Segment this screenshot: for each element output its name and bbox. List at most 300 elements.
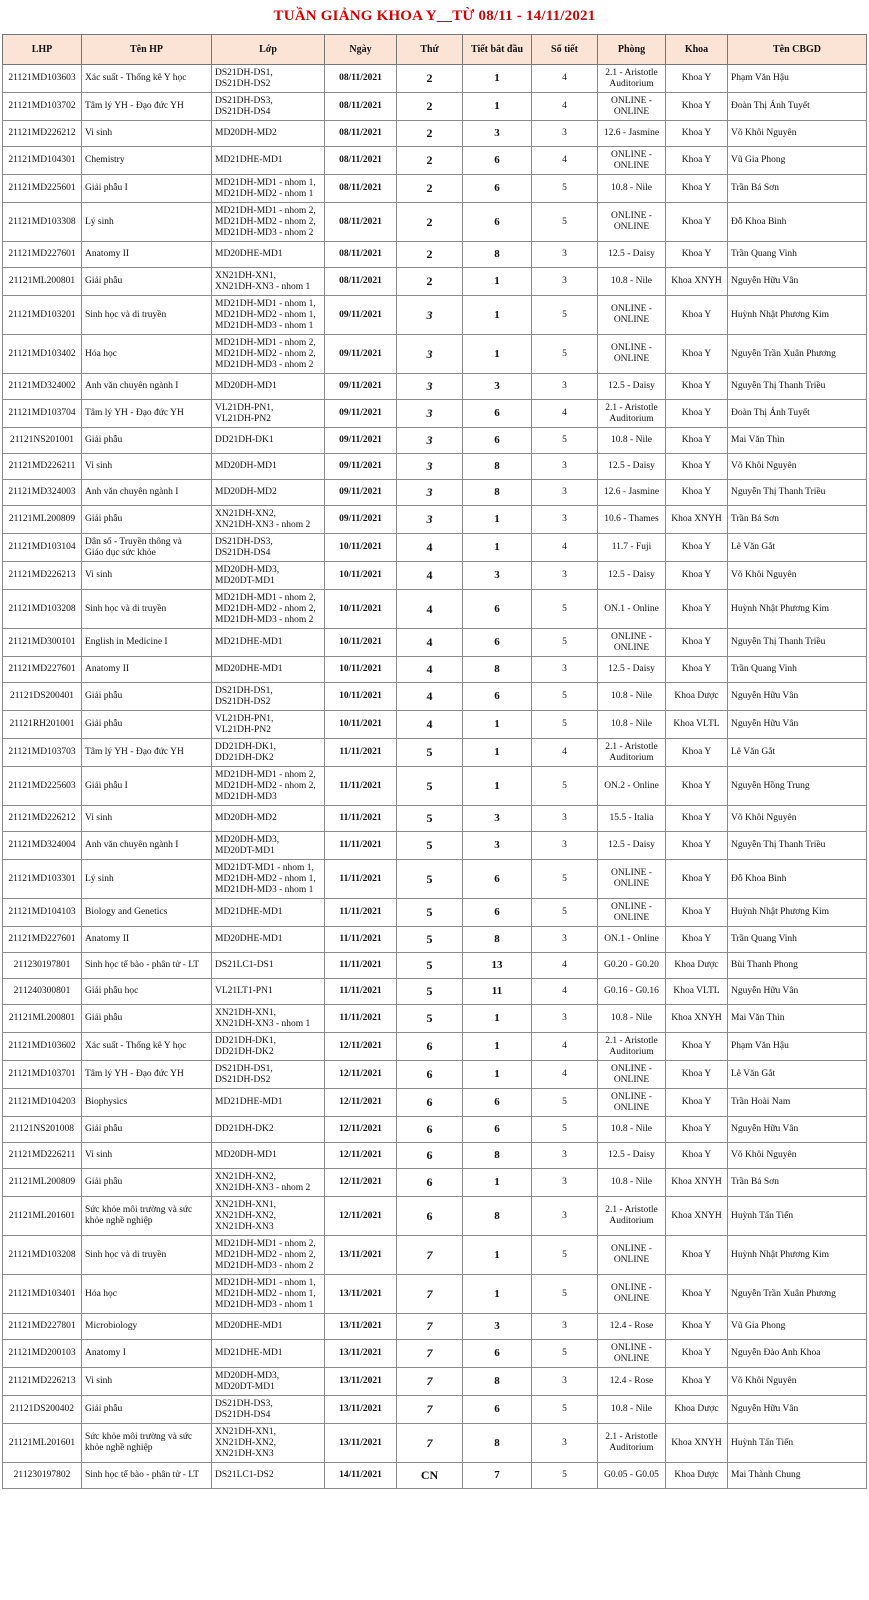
cell-phong: 12.6 - Jasmine [598, 121, 666, 147]
cell-khoa: Khoa Y [666, 175, 728, 203]
cell-lop: XN21DH-XN1, XN21DH-XN3 - nhom 1 [212, 1005, 325, 1033]
cell-so-tiet: 5 [532, 1463, 598, 1489]
cell-tiet-bat-dau: 1 [463, 1061, 532, 1089]
cell-ten-hp: Anatomy II [82, 927, 212, 953]
cell-ngay: 13/11/2021 [325, 1236, 397, 1275]
cell-lop: MD21DH-MD1 - nhom 2, MD21DH-MD2 - nhom 2, MD21DH-MD3 - nhom 2 [212, 590, 325, 629]
cell-so-tiet: 3 [532, 832, 598, 860]
cell-tiet-bat-dau: 13 [463, 953, 532, 979]
cell-ten-hp: Giải phẫu [82, 1396, 212, 1424]
cell-tiet-bat-dau: 6 [463, 1089, 532, 1117]
cell-lhp: 21121MD324004 [3, 832, 82, 860]
cell-ten-hp: Giải phẫu [82, 268, 212, 296]
table-row [3, 953, 867, 979]
cell-khoa: Khoa Y [666, 657, 728, 683]
cell-thu: 2 [397, 268, 463, 296]
cell-ten-hp: Giải phẫu [82, 506, 212, 534]
cell-phong: 12.4 - Rose [598, 1368, 666, 1396]
cell-ten-cbgd: Nguyễn Đào Anh Khoa [728, 1340, 867, 1368]
cell-ngay: 11/11/2021 [325, 860, 397, 899]
table-row [3, 534, 867, 562]
cell-lop: VL21DH-PN1, VL21DH-PN2 [212, 400, 325, 428]
col-header-phong: Phòng [598, 35, 666, 65]
cell-ten-hp: Vi sinh [82, 1368, 212, 1396]
cell-so-tiet: 5 [532, 1396, 598, 1424]
cell-ngay: 09/11/2021 [325, 480, 397, 506]
cell-thu: 6 [397, 1061, 463, 1089]
cell-ten-hp: Sức khỏe môi trường và sức khỏe nghề nghiệp [82, 1197, 212, 1236]
col-header-tiet-bat-dau: Tiết bắt đầu [463, 35, 532, 65]
cell-ten-hp: Giải phẫu [82, 1005, 212, 1033]
cell-thu: 7 [397, 1236, 463, 1275]
table-row [3, 65, 867, 93]
cell-thu: 5 [397, 832, 463, 860]
cell-lop: MD21DH-MD1 - nhom 1, MD21DH-MD2 - nhom 1, MD21DH-MD3 - nhom 1 [212, 1275, 325, 1314]
cell-lop: MD20DH-MD2 [212, 806, 325, 832]
cell-so-tiet: 5 [532, 1089, 598, 1117]
cell-tiet-bat-dau: 1 [463, 93, 532, 121]
cell-tiet-bat-dau: 6 [463, 590, 532, 629]
cell-so-tiet: 4 [532, 953, 598, 979]
cell-so-tiet: 5 [532, 767, 598, 806]
cell-thu: 5 [397, 899, 463, 927]
cell-ngay: 13/11/2021 [325, 1275, 397, 1314]
cell-phong: 10.8 - Nile [598, 1396, 666, 1424]
cell-ten-hp: Vi sinh [82, 454, 212, 480]
cell-thu: 3 [397, 428, 463, 454]
cell-phong: G0.16 - G0.16 [598, 979, 666, 1005]
cell-tiet-bat-dau: 6 [463, 629, 532, 657]
cell-lop: MD20DH-MD2 [212, 480, 325, 506]
table-row [3, 374, 867, 400]
cell-khoa: Khoa VLTL [666, 979, 728, 1005]
table-row [3, 1117, 867, 1143]
cell-thu: 6 [397, 1169, 463, 1197]
cell-tiet-bat-dau: 6 [463, 860, 532, 899]
cell-so-tiet: 4 [532, 400, 598, 428]
cell-phong: ONLINE - ONLINE [598, 1275, 666, 1314]
cell-so-tiet: 3 [532, 506, 598, 534]
cell-ten-cbgd: Mai Văn Thìn [728, 428, 867, 454]
cell-ten-hp: Vi sinh [82, 1143, 212, 1169]
table-row [3, 480, 867, 506]
cell-ngay: 08/11/2021 [325, 268, 397, 296]
cell-lop: XN21DH-XN2, XN21DH-XN3 - nhom 2 [212, 506, 325, 534]
cell-lhp: 21121MD103104 [3, 534, 82, 562]
cell-thu: 4 [397, 562, 463, 590]
cell-tiet-bat-dau: 3 [463, 1314, 532, 1340]
cell-ten-hp: Tâm lý YH - Đạo đức YH [82, 400, 212, 428]
cell-lop: MD20DHE-MD1 [212, 1314, 325, 1340]
cell-lhp: 21121MD103308 [3, 203, 82, 242]
cell-ngay: 09/11/2021 [325, 506, 397, 534]
cell-lhp: 21121MD103402 [3, 335, 82, 374]
cell-so-tiet: 5 [532, 590, 598, 629]
cell-lhp: 211240300801 [3, 979, 82, 1005]
cell-khoa: Khoa Y [666, 121, 728, 147]
cell-ten-cbgd: Nguyễn Hữu Vân [728, 1117, 867, 1143]
table-row [3, 1197, 867, 1236]
cell-lop: VL21DH-PN1, VL21DH-PN2 [212, 711, 325, 739]
cell-lhp: 21121MD103301 [3, 860, 82, 899]
cell-ten-hp: Giải phẫu [82, 683, 212, 711]
cell-khoa: Khoa Y [666, 1236, 728, 1275]
cell-tiet-bat-dau: 6 [463, 147, 532, 175]
cell-khoa: Khoa Y [666, 454, 728, 480]
cell-ngay: 12/11/2021 [325, 1169, 397, 1197]
cell-lop: DD21DH-DK1, DD21DH-DK2 [212, 1033, 325, 1061]
cell-phong: ONLINE - ONLINE [598, 1089, 666, 1117]
cell-ten-hp: Sinh học và di truyền [82, 296, 212, 335]
cell-lop: DS21DH-DS1, DS21DH-DS2 [212, 683, 325, 711]
cell-phong: 2.1 - Aristotle Auditorium [598, 739, 666, 767]
cell-lhp: 21121MD225601 [3, 175, 82, 203]
cell-lop: MD21DHE-MD1 [212, 899, 325, 927]
cell-ten-hp: Giải phẫu I [82, 767, 212, 806]
cell-lhp: 21121ML201601 [3, 1424, 82, 1463]
cell-lhp: 21121MD103603 [3, 65, 82, 93]
cell-khoa: Khoa Y [666, 296, 728, 335]
cell-so-tiet: 5 [532, 335, 598, 374]
cell-ten-cbgd: Nguyễn Thị Thanh Triều [728, 832, 867, 860]
cell-ten-cbgd: Lê Văn Gắt [728, 739, 867, 767]
header-row [3, 35, 867, 65]
table-body [3, 65, 867, 1489]
cell-lop: MD20DH-MD2 [212, 121, 325, 147]
cell-phong: 2.1 - Aristotle Auditorium [598, 1424, 666, 1463]
cell-so-tiet: 3 [532, 1143, 598, 1169]
cell-thu: 6 [397, 1089, 463, 1117]
cell-lop: MD20DH-MD1 [212, 1143, 325, 1169]
cell-so-tiet: 3 [532, 927, 598, 953]
cell-ten-hp: Dân số - Truyền thông và Giáo dục sức khỏe [82, 534, 212, 562]
cell-lop: XN21DH-XN1, XN21DH-XN3 - nhom 1 [212, 268, 325, 296]
cell-tiet-bat-dau: 3 [463, 121, 532, 147]
cell-ten-cbgd: Nguyễn Hữu Vân [728, 268, 867, 296]
cell-ten-cbgd: Nguyễn Hữu Vân [728, 979, 867, 1005]
cell-ten-hp: Sinh học tế bào - phân tử - LT [82, 953, 212, 979]
cell-tiet-bat-dau: 8 [463, 454, 532, 480]
cell-ten-hp: Giải phẫu học [82, 979, 212, 1005]
cell-ngay: 09/11/2021 [325, 296, 397, 335]
table-row [3, 739, 867, 767]
cell-lhp: 21121NS201008 [3, 1117, 82, 1143]
cell-phong: 12.5 - Daisy [598, 562, 666, 590]
cell-lop: XN21DH-XN1, XN21DH-XN2, XN21DH-XN3 [212, 1424, 325, 1463]
cell-ten-cbgd: Huỳnh Nhật Phương Kim [728, 296, 867, 335]
cell-so-tiet: 4 [532, 979, 598, 1005]
cell-ten-hp: Hóa học [82, 1275, 212, 1314]
cell-phong: ONLINE - ONLINE [598, 203, 666, 242]
cell-tiet-bat-dau: 1 [463, 767, 532, 806]
cell-lhp: 21121MD227601 [3, 242, 82, 268]
cell-phong: ONLINE - ONLINE [598, 1340, 666, 1368]
cell-khoa: Khoa Y [666, 203, 728, 242]
cell-lhp: 21121MD103401 [3, 1275, 82, 1314]
cell-phong: G0.20 - G0.20 [598, 953, 666, 979]
cell-thu: 3 [397, 335, 463, 374]
table-row [3, 121, 867, 147]
col-header-ten-cbgd: Tên CBGD [728, 35, 867, 65]
cell-ten-cbgd: Nguyễn Hữu Vân [728, 1396, 867, 1424]
cell-so-tiet: 3 [532, 1368, 598, 1396]
cell-thu: 5 [397, 953, 463, 979]
cell-lop: DS21DH-DS1, DS21DH-DS2 [212, 65, 325, 93]
cell-tiet-bat-dau: 6 [463, 1340, 532, 1368]
cell-phong: 2.1 - Aristotle Auditorium [598, 1197, 666, 1236]
cell-phong: ONLINE - ONLINE [598, 93, 666, 121]
cell-ten-cbgd: Võ Khôi Nguyên [728, 1368, 867, 1396]
cell-khoa: Khoa Dược [666, 683, 728, 711]
cell-ten-hp: Sinh học và di truyền [82, 1236, 212, 1275]
cell-phong: 12.5 - Daisy [598, 657, 666, 683]
cell-lhp: 21121MD324002 [3, 374, 82, 400]
cell-ten-cbgd: Nguyễn Trần Xuân Phương [728, 335, 867, 374]
cell-ngay: 09/11/2021 [325, 335, 397, 374]
cell-khoa: Khoa Y [666, 832, 728, 860]
cell-tiet-bat-dau: 6 [463, 400, 532, 428]
cell-lhp: 21121MD104301 [3, 147, 82, 175]
cell-ten-hp: Giải phẫu [82, 428, 212, 454]
cell-tiet-bat-dau: 6 [463, 1396, 532, 1424]
cell-khoa: Khoa XNYH [666, 1169, 728, 1197]
cell-khoa: Khoa Dược [666, 1463, 728, 1489]
cell-phong: 10.8 - Nile [598, 268, 666, 296]
cell-ten-hp: Lý sinh [82, 860, 212, 899]
cell-phong: ONLINE - ONLINE [598, 629, 666, 657]
cell-thu: 2 [397, 65, 463, 93]
cell-ten-cbgd: Huỳnh Tấn Tiến [728, 1197, 867, 1236]
cell-tiet-bat-dau: 8 [463, 1143, 532, 1169]
cell-ten-hp: Giải phẫu [82, 1169, 212, 1197]
cell-khoa: Khoa Y [666, 65, 728, 93]
cell-tiet-bat-dau: 6 [463, 203, 532, 242]
col-header-so-tiet: Số tiết [532, 35, 598, 65]
table-row [3, 175, 867, 203]
table-row [3, 1275, 867, 1314]
cell-ten-hp: Anatomy I [82, 1340, 212, 1368]
cell-khoa: Khoa Y [666, 927, 728, 953]
table-row [3, 979, 867, 1005]
cell-ten-cbgd: Phạm Văn Hậu [728, 1033, 867, 1061]
cell-lop: DS21DH-DS3, DS21DH-DS4 [212, 1396, 325, 1424]
cell-phong: 2.1 - Aristotle Auditorium [598, 1033, 666, 1061]
cell-tiet-bat-dau: 1 [463, 506, 532, 534]
cell-phong: ONLINE - ONLINE [598, 899, 666, 927]
cell-khoa: Khoa Y [666, 147, 728, 175]
cell-ngay: 11/11/2021 [325, 927, 397, 953]
cell-ten-hp: Sức khỏe môi trường và sức khỏe nghề nghiệp [82, 1424, 212, 1463]
cell-thu: 2 [397, 147, 463, 175]
cell-lhp: 21121MD103704 [3, 400, 82, 428]
cell-ten-hp: Vi sinh [82, 562, 212, 590]
cell-lhp: 21121MD225603 [3, 767, 82, 806]
cell-ngay: 11/11/2021 [325, 832, 397, 860]
cell-ten-cbgd: Bùi Thanh Phong [728, 953, 867, 979]
table-row [3, 1314, 867, 1340]
cell-so-tiet: 5 [532, 683, 598, 711]
table-row [3, 1340, 867, 1368]
cell-tiet-bat-dau: 6 [463, 899, 532, 927]
table-row [3, 147, 867, 175]
cell-ten-cbgd: Mai Thành Chung [728, 1463, 867, 1489]
cell-khoa: Khoa Y [666, 534, 728, 562]
cell-tiet-bat-dau: 1 [463, 296, 532, 335]
cell-ngay: 12/11/2021 [325, 1143, 397, 1169]
cell-thu: 4 [397, 590, 463, 629]
table-row [3, 899, 867, 927]
cell-so-tiet: 3 [532, 454, 598, 480]
cell-phong: 2.1 - Aristotle Auditorium [598, 65, 666, 93]
cell-so-tiet: 5 [532, 296, 598, 335]
cell-so-tiet: 3 [532, 480, 598, 506]
cell-so-tiet: 4 [532, 93, 598, 121]
cell-thu: 5 [397, 806, 463, 832]
cell-tiet-bat-dau: 8 [463, 1424, 532, 1463]
cell-phong: 12.4 - Rose [598, 1314, 666, 1340]
cell-phong: ONLINE - ONLINE [598, 1061, 666, 1089]
cell-ngay: 13/11/2021 [325, 1340, 397, 1368]
cell-thu: 2 [397, 242, 463, 268]
cell-khoa: Khoa Y [666, 335, 728, 374]
cell-khoa: Khoa Y [666, 1275, 728, 1314]
cell-ten-cbgd: Võ Khôi Nguyên [728, 1143, 867, 1169]
cell-ten-cbgd: Nguyễn Hữu Vân [728, 711, 867, 739]
cell-thu: 5 [397, 860, 463, 899]
cell-thu: 6 [397, 1197, 463, 1236]
cell-phong: ONLINE - ONLINE [598, 335, 666, 374]
cell-phong: ONLINE - ONLINE [598, 147, 666, 175]
cell-so-tiet: 5 [532, 1117, 598, 1143]
cell-phong: 10.8 - Nile [598, 175, 666, 203]
cell-ten-cbgd: Đoàn Thị Ánh Tuyết [728, 400, 867, 428]
cell-ten-cbgd: Đoàn Thị Ánh Tuyết [728, 93, 867, 121]
cell-phong: ON.1 - Online [598, 927, 666, 953]
cell-phong: 2.1 - Aristotle Auditorium [598, 400, 666, 428]
cell-lhp: 21121ML200801 [3, 1005, 82, 1033]
cell-ngay: 10/11/2021 [325, 657, 397, 683]
page-title: TUẦN GIẢNG KHOA Y__TỪ 08/11 - 14/11/2021 [273, 8, 596, 24]
cell-ngay: 12/11/2021 [325, 1061, 397, 1089]
cell-lhp: 21121MD226211 [3, 454, 82, 480]
cell-thu: 5 [397, 739, 463, 767]
cell-so-tiet: 3 [532, 374, 598, 400]
cell-thu: 5 [397, 927, 463, 953]
cell-thu: 7 [397, 1314, 463, 1340]
cell-thu: 5 [397, 1005, 463, 1033]
cell-ten-cbgd: Vũ Gia Phong [728, 147, 867, 175]
table-row [3, 400, 867, 428]
cell-ten-hp: Anatomy II [82, 242, 212, 268]
cell-ten-cbgd: Trần Bá Sơn [728, 506, 867, 534]
cell-ten-cbgd: Nguyễn Hồng Trung [728, 767, 867, 806]
cell-tiet-bat-dau: 3 [463, 806, 532, 832]
cell-tiet-bat-dau: 3 [463, 374, 532, 400]
cell-ngay: 13/11/2021 [325, 1368, 397, 1396]
table-row [3, 428, 867, 454]
cell-lhp: 21121MD104203 [3, 1089, 82, 1117]
cell-tiet-bat-dau: 1 [463, 1033, 532, 1061]
cell-ten-cbgd: Phạm Văn Hậu [728, 65, 867, 93]
cell-thu: 2 [397, 121, 463, 147]
cell-lhp: 21121ML200801 [3, 268, 82, 296]
cell-khoa: Khoa XNYH [666, 268, 728, 296]
cell-thu: 7 [397, 1424, 463, 1463]
cell-tiet-bat-dau: 1 [463, 1169, 532, 1197]
cell-ten-hp: Giải phẫu [82, 711, 212, 739]
cell-so-tiet: 3 [532, 1197, 598, 1236]
cell-lop: MD20DH-MD3, MD20DT-MD1 [212, 1368, 325, 1396]
cell-phong: ON.2 - Online [598, 767, 666, 806]
cell-tiet-bat-dau: 7 [463, 1463, 532, 1489]
cell-ten-hp: Sinh học tế bào - phân tử - LT [82, 1463, 212, 1489]
cell-ten-hp: English in Medicine I [82, 629, 212, 657]
cell-lop: MD21DH-MD1 - nhom 1, MD21DH-MD2 - nhom 1 [212, 175, 325, 203]
cell-lop: MD20DH-MD3, MD20DT-MD1 [212, 832, 325, 860]
cell-tiet-bat-dau: 1 [463, 65, 532, 93]
cell-lhp: 21121MD103702 [3, 93, 82, 121]
cell-phong: 10.8 - Nile [598, 1005, 666, 1033]
cell-ngay: 10/11/2021 [325, 590, 397, 629]
cell-khoa: Khoa Y [666, 480, 728, 506]
table-row [3, 1089, 867, 1117]
cell-tiet-bat-dau: 1 [463, 1275, 532, 1314]
cell-khoa: Khoa Dược [666, 953, 728, 979]
cell-khoa: Khoa Y [666, 860, 728, 899]
cell-khoa: Khoa Y [666, 1143, 728, 1169]
cell-thu: 3 [397, 506, 463, 534]
cell-so-tiet: 5 [532, 428, 598, 454]
cell-so-tiet: 3 [532, 1169, 598, 1197]
cell-lhp: 21121MD227601 [3, 927, 82, 953]
table-row [3, 335, 867, 374]
cell-so-tiet: 5 [532, 860, 598, 899]
cell-tiet-bat-dau: 8 [463, 927, 532, 953]
cell-phong: 15.5 - Italia [598, 806, 666, 832]
cell-lop: MD21DH-MD1 - nhom 2, MD21DH-MD2 - nhom 2, MD21DH-MD3 - nhom 2 [212, 1236, 325, 1275]
table-row [3, 203, 867, 242]
cell-ten-cbgd: Huỳnh Tấn Tiến [728, 1424, 867, 1463]
cell-khoa: Khoa Y [666, 374, 728, 400]
cell-so-tiet: 5 [532, 899, 598, 927]
cell-thu: 7 [397, 1396, 463, 1424]
cell-khoa: Khoa Y [666, 1033, 728, 1061]
cell-tiet-bat-dau: 1 [463, 268, 532, 296]
cell-khoa: Khoa VLTL [666, 711, 728, 739]
cell-so-tiet: 3 [532, 1314, 598, 1340]
cell-thu: 3 [397, 454, 463, 480]
table-row [3, 296, 867, 335]
table-row [3, 629, 867, 657]
cell-so-tiet: 3 [532, 121, 598, 147]
cell-ngay: 09/11/2021 [325, 428, 397, 454]
cell-phong: 10.8 - Nile [598, 428, 666, 454]
cell-so-tiet: 4 [532, 1033, 598, 1061]
cell-tiet-bat-dau: 1 [463, 1236, 532, 1275]
cell-lhp: 211230197801 [3, 953, 82, 979]
cell-lop: MD20DH-MD1 [212, 374, 325, 400]
cell-ngay: 10/11/2021 [325, 629, 397, 657]
table-row [3, 860, 867, 899]
cell-ten-hp: Microbiology [82, 1314, 212, 1340]
cell-so-tiet: 3 [532, 562, 598, 590]
cell-khoa: Khoa Y [666, 242, 728, 268]
cell-so-tiet: 3 [532, 806, 598, 832]
table-row [3, 1005, 867, 1033]
col-header-ten-hp: Tên HP [82, 35, 212, 65]
cell-tiet-bat-dau: 6 [463, 683, 532, 711]
cell-lhp: 21121MD103701 [3, 1061, 82, 1089]
